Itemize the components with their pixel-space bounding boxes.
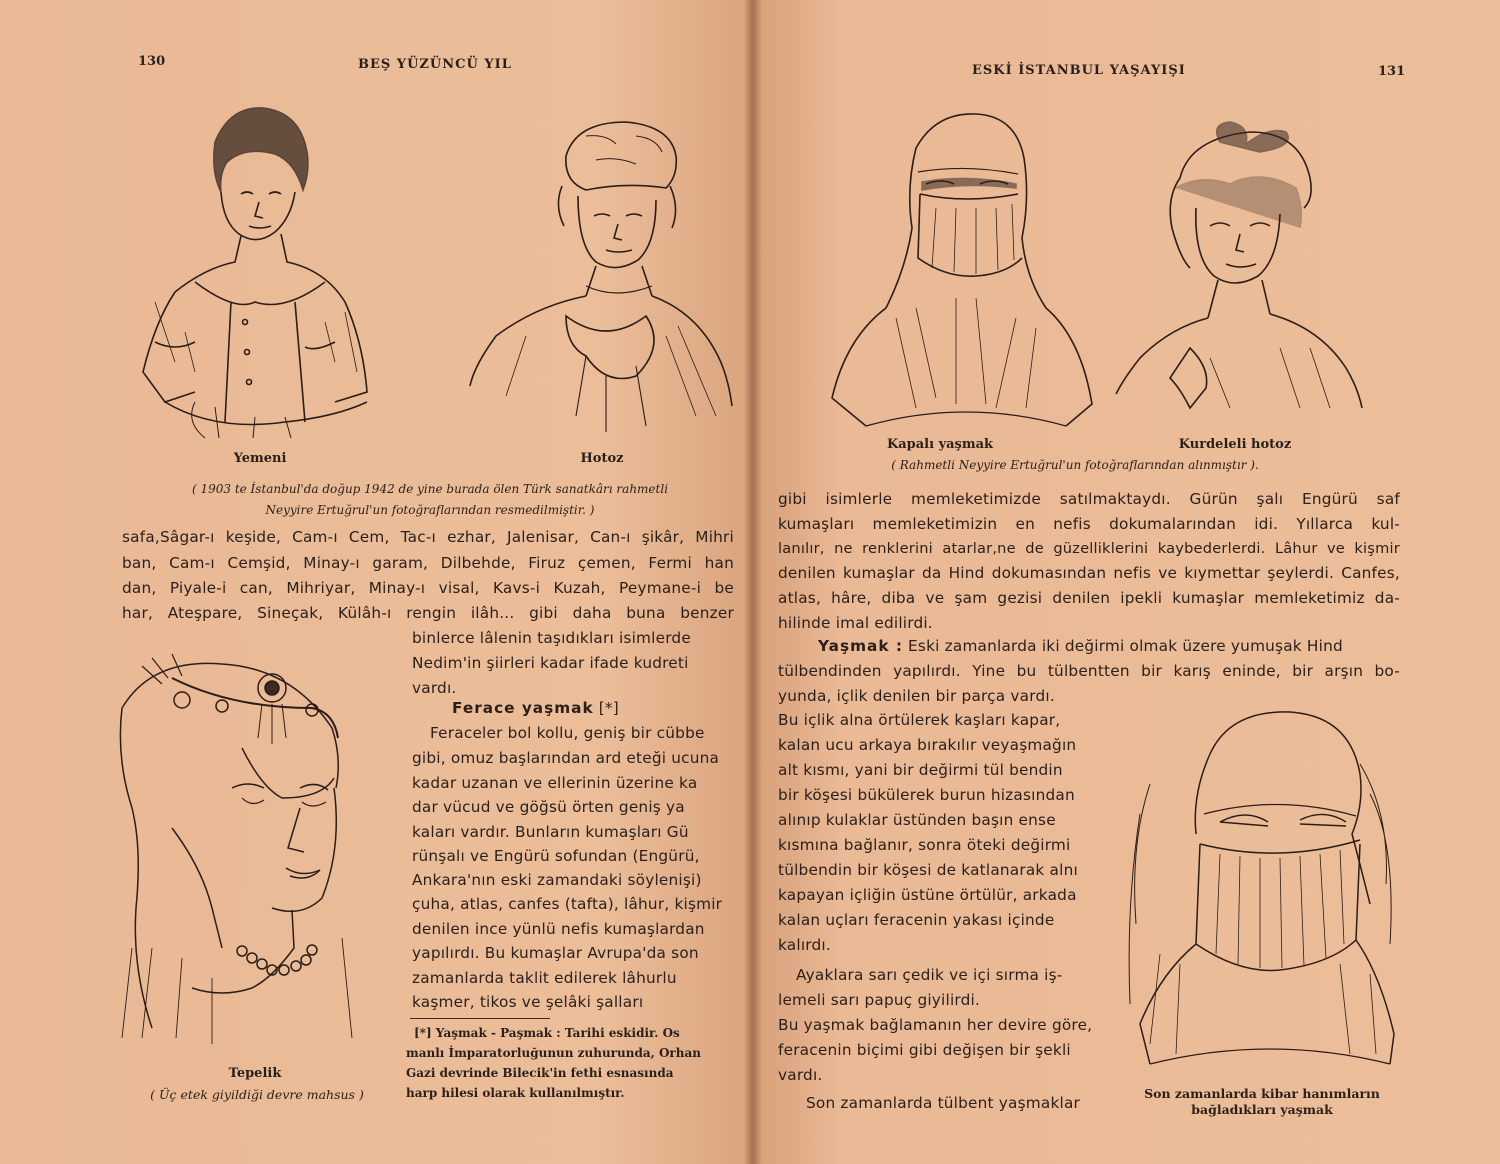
footnote-line: [*] Yaşmak - Paşmak : Tarihi eskidir. Os	[414, 1026, 680, 1040]
caption-yemeni: Yemeni	[233, 451, 287, 466]
figure-kapali-yasmak-illustration	[826, 108, 1096, 434]
caption-kibar-yasmak-line-2: bağladıkları yaşmak	[1191, 1102, 1333, 1117]
text-line: Feraceler bol kollu, geniş bir cübbe	[430, 724, 705, 742]
photo-note-right: ( Rahmetli Neyyire Ertuğrul'un fotoğraflarından alınmıştır ).	[891, 458, 1259, 472]
text-line: kalan ucu arkaya bırakılır veyaşmağın	[778, 736, 1077, 754]
text-line: tülbendinden yapılırdı. Yine bu tülbentten bir karış eninde, bir arşın bo-	[778, 662, 1400, 680]
text-line: yunda, içlik denilen bir parça vardı.	[778, 687, 1055, 705]
section-heading-ferace	[452, 699, 734, 717]
text-line: feracenin biçimi gibi değişen bir şekli	[778, 1041, 1071, 1059]
text-line: gibi, omuz başlarından ard eteği ucuna	[412, 749, 720, 767]
caption-kibar-yasmak	[1112, 1086, 1412, 1118]
text-line: alt kısmı, yani bir değirmi tül bendin	[778, 761, 1063, 779]
caption-kapali-yasmak: Kapalı yaşmak	[886, 437, 994, 452]
text-line: binlerce lâlenin taşıdıkları isimlerde	[412, 629, 691, 647]
text-line: vardı.	[412, 679, 457, 697]
running-head-left: BEŞ YÜZÜNCÜ YIL	[358, 57, 512, 72]
text-line: Bu yaşmak bağlamanın her devire göre,	[778, 1016, 1093, 1034]
figure-kurdeleli-hotoz-illustration	[1110, 118, 1364, 414]
text-line: kumaşları memleketimizin en nefis dokumalarından idi. Yıllarca kul-	[778, 515, 1400, 533]
caption-hotoz: Hotoz	[580, 451, 624, 466]
text-line: kısmına bağlanır, sonra öteki değirmi	[778, 836, 1071, 854]
text-line: yapılırdı. Bu kumaşlar Avrupa'da son	[412, 944, 699, 962]
figure-hotoz-illustration	[466, 116, 734, 434]
text-line: alınıp kulaklar üstünden başın ense	[778, 811, 1056, 829]
caption-tepelik: Tepelik	[228, 1066, 282, 1081]
figure-yemeni-illustration	[135, 102, 375, 440]
yasmak-first-text: Eski zamanlarda iki değirmi olmak üzere yumuşak Hind	[908, 637, 1343, 655]
text-line: kalan uçları feracenin yakası içinde	[778, 911, 1055, 929]
text-line: hilinde imal edilirdi.	[778, 614, 933, 632]
text-line: Son zamanlarda tülbent yaşmaklar	[806, 1094, 1081, 1112]
caption-kurdeleli-hotoz: Kurdeleli hotoz	[1178, 437, 1292, 452]
footnote-divider	[410, 1018, 550, 1019]
text-line: kadar uzanan ve ellerinin üzerine ka	[412, 774, 698, 792]
page-number-left: 130	[138, 54, 166, 69]
footnote-line: manlı İmparatorluğunun zuhurunda, Orhan	[406, 1046, 701, 1060]
text-line: zamanlarda taklit edilerek lâhurlu	[412, 969, 677, 987]
text-line: kaşmer, tikos ve şelâki şalları	[412, 993, 644, 1011]
caption-kibar-yasmak-line-1: Son zamanlarda kibar hanımların	[1144, 1086, 1380, 1101]
photo-note-left	[120, 479, 740, 521]
figure-tepelik-illustration	[112, 648, 362, 1048]
text-line: dar vücud ve göğsü örten geniş ya	[412, 798, 685, 816]
text-line: kalırdı.	[778, 936, 831, 954]
book-gutter	[744, 0, 762, 1164]
photo-note-left-line-1: ( 1903 te İstanbul'da doğup 1942 de yine burada ölen Türk sanatkârı rahmetli	[191, 482, 669, 496]
page-number-right: 131	[1378, 64, 1406, 79]
text-line: tülbendin bir köşesi de katlanarak alnı	[778, 861, 1078, 879]
footnote-marker: [*]	[598, 699, 619, 717]
text-line: Bu içlik alna örtülerek kaşları kapar,	[778, 711, 1061, 729]
text-line: denilen ince yünlü nefis kumaşlardan	[412, 920, 705, 938]
yasmak-first-line	[818, 637, 1400, 655]
text-line: ban, Cam-ı Cemşid, Minay-ı garam, Dilbehde, Firuz çemen, Fermi han	[122, 554, 734, 572]
tepelik-note: ( Üç etek giyildiği devre mahsus )	[150, 1087, 364, 1102]
text-line: lanılır, ne renklerini atarlar,ne de güzelliklerini kaybederlerdi. Lâhur ve kişmir	[778, 540, 1400, 557]
text-line: safa,Sâgar-ı keşide, Cam-ı Cem, Tac-ı ezhar, Jalenisar, Can-ı şikâr, Mihri	[122, 528, 734, 546]
text-line: rünşalı ve Engürü sofundan (Engürü,	[412, 847, 700, 865]
text-line: Nedim'in şiirleri kadar ifade kudreti	[412, 654, 689, 672]
text-line: denilen kumaşlar da Hind dokumasından nefis ve kıymettar şeylerdi. Canfes,	[778, 564, 1400, 582]
figure-kibar-yasmak-illustration	[1120, 704, 1400, 1074]
footnote-line: Gazi devrinde Bilecik'in fethi esnasında	[406, 1066, 674, 1080]
yasmak-heading: Yaşmak :	[818, 637, 903, 655]
text-line: kapayan içliğin üstüne örtülür, arkada	[778, 886, 1077, 904]
text-line: gibi isimlerle memleketimizde satılmaktaydı. Gürün şalı Engürü saf	[778, 490, 1400, 508]
text-line: çuha, atlas, canfes (tafta), lâhur, kişmir	[412, 895, 723, 913]
text-line: bir köşesi bükülerek burun hizasından	[778, 786, 1075, 804]
photo-note-left-line-2: Neyyire Ertuğrul'un fotoğraflarından resmedilmiştir. )	[265, 503, 595, 517]
footnote-line: harp hilesi olarak kullanılmıştır.	[406, 1086, 625, 1100]
text-line: vardı.	[778, 1066, 823, 1084]
text-line: kaları vardır. Bunların kumaşları Gü	[412, 823, 689, 841]
section-heading-text: Ferace yaşmak	[452, 699, 594, 717]
text-line: Ayaklara sarı çedik ve içi sırma iş-	[796, 966, 1063, 984]
running-head-right: ESKİ İSTANBUL YAŞAYIŞI	[972, 63, 1186, 78]
text-line: Ankara'nın eski zamandaki söylenişi)	[412, 871, 702, 889]
text-line: atlas, hâre, diba ve şam gezisi denilen ipekli kumaşlar memleketimiz da-	[778, 589, 1400, 607]
text-line: dan, Piyale-i can, Mihriyar, Minay-ı visal, Kavs-i Kuzah, Peymane-i be	[122, 579, 734, 597]
text-line: lemeli sarı papuç giyilirdi.	[778, 991, 981, 1009]
text-line: har, Ateşpare, Sineçak, Külâh-ı rengin ilâh... gibi daha buna benzer	[122, 604, 734, 622]
